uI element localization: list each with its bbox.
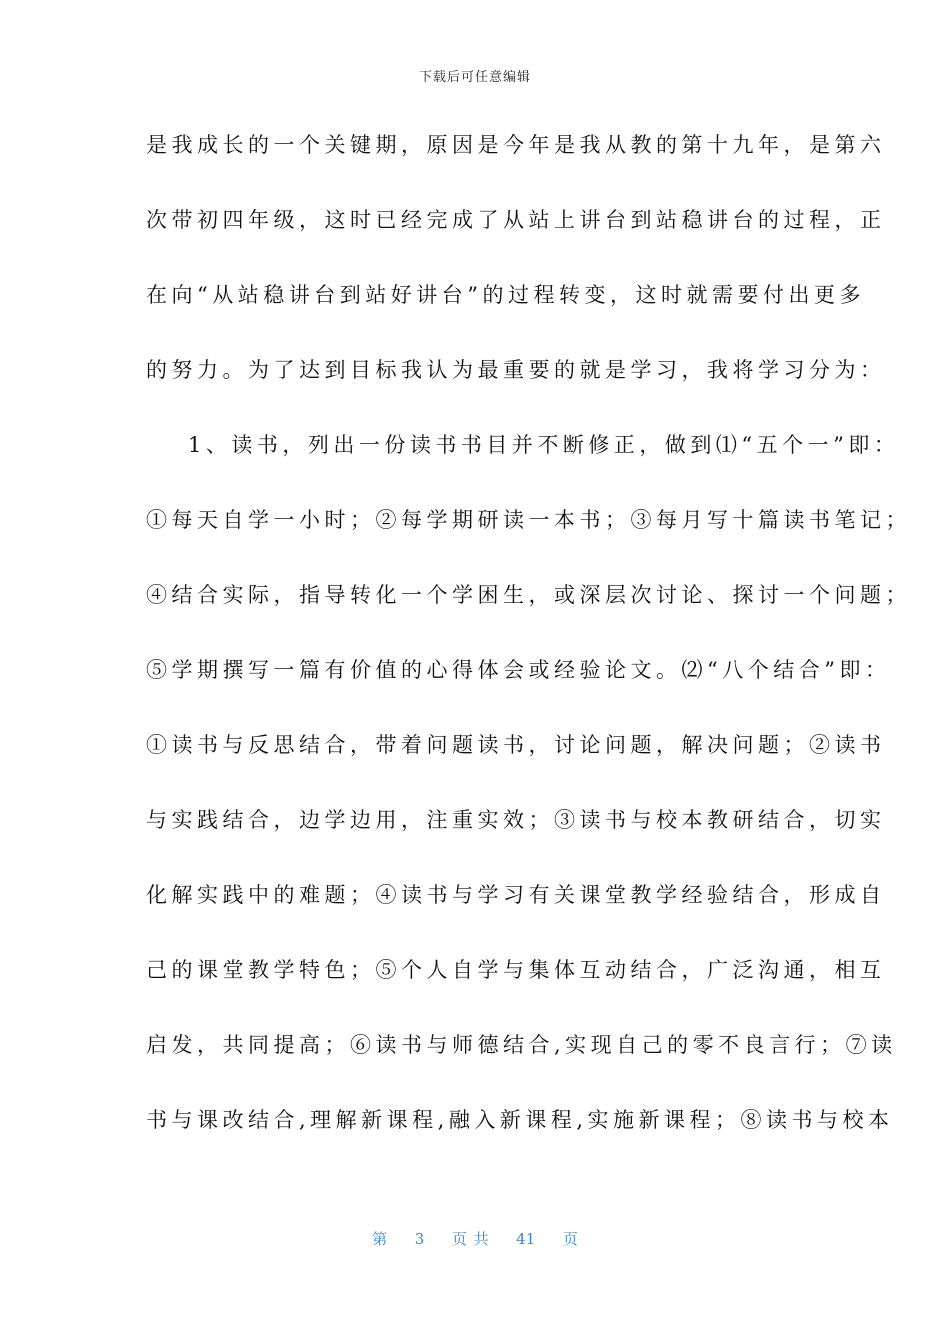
body-line: 次带初四年级，这时已经完成了从站上讲台到站稳讲台的过程，正 [146, 208, 886, 232]
body-line: ⑤学期撰写一篇有价值的心得体会或经验论文。⑵“八个结合”即： [146, 658, 891, 682]
body-line: 己的课堂教学特色；⑤个人自学与集体互动结合，广泛沟通，相互 [146, 958, 886, 982]
body-line: 在向“从站稳讲台到站好讲台”的过程转变，这时就需要付出更多 [146, 283, 865, 307]
page-footer [0, 1228, 950, 1249]
page-header: 下载后可任意编辑 [418, 70, 531, 85]
body-line: 化解实践中的难题；④读书与学习有关课堂教学经验结合，形成自 [146, 883, 886, 907]
footer-middle: 页 共 [451, 1230, 489, 1248]
body-line: 是我成长的一个关键期，原因是今年是我从教的第十九年，是第六 [146, 133, 886, 157]
body-line: 与实践结合，边学边用，注重实效；③读书与校本教研结合，切实 [146, 808, 886, 832]
body-line-paragraph-start: 1、读书，列出一份读书书目并不断修正，做到⑴“五个一”即： [188, 433, 900, 457]
total-pages-number: 41 [516, 1230, 536, 1248]
footer-prefix: 第 [372, 1230, 388, 1248]
body-line: 书与课改结合,理解新课程,融入新课程,实施新课程；⑧读书与校本 [146, 1108, 894, 1132]
document-body [146, 118, 911, 1168]
body-line: ①每天自学一小时；②每学期研读一本书；③每月写十篇读书笔记； [146, 508, 911, 532]
body-line: ①读书与反思结合，带着问题读书，讨论问题，解决问题；②读书 [146, 733, 886, 757]
body-line: ④结合实际，指导转化一个学困生，或深层次讨论、探讨一个问题； [146, 583, 911, 607]
body-line: 的努力。为了达到目标我认为最重要的就是学习，我将学习分为： [146, 358, 886, 382]
body-line: 启发，共同提高；⑥读书与师德结合,实现自己的零不良言行；⑦读 [146, 1033, 897, 1057]
footer-suffix: 页 [562, 1230, 578, 1248]
current-page-number: 3 [414, 1230, 425, 1248]
